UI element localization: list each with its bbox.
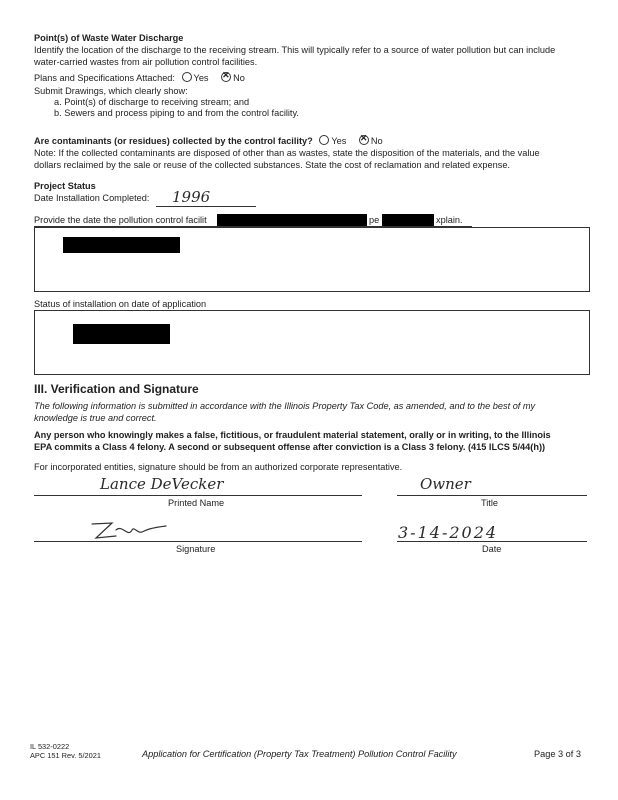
printed-name-value[interactable]: Lance DeVecker bbox=[100, 475, 224, 493]
date-installation-underline bbox=[156, 206, 256, 207]
printed-name-label: Printed Name bbox=[168, 498, 225, 508]
title-value[interactable]: Owner bbox=[420, 475, 471, 493]
footer-page-number: Page 3 of 3 bbox=[534, 749, 581, 759]
signature-date-line bbox=[397, 541, 587, 542]
plans-no-label: No bbox=[233, 73, 245, 83]
footer-form-id: IL 532-0222 bbox=[30, 742, 70, 751]
contaminants-question: Are contaminants (or residues) collected by the control facility? bbox=[34, 136, 313, 146]
plans-yes-radio[interactable] bbox=[182, 72, 192, 82]
signature-label: Signature bbox=[176, 544, 216, 554]
provide-date-part2: pe bbox=[369, 215, 380, 225]
verification-intro-line2: knowledge is true and correct. bbox=[34, 413, 157, 423]
contaminants-yes-radio[interactable] bbox=[319, 135, 329, 145]
plans-attached-row bbox=[34, 72, 245, 85]
felony-warning-line2: EPA commits a Class 4 felony. A second or subsequent offense after conviction is a Class 3 felony. (415 ILCS 5/44(h)) bbox=[34, 442, 546, 452]
discharge-heading: Point(s) of Waste Water Discharge bbox=[34, 33, 184, 43]
date-installation-value[interactable]: 1996 bbox=[172, 188, 211, 206]
submit-drawings-label: Submit Drawings, which clearly show: bbox=[34, 86, 188, 96]
plans-attached-label: Plans and Specifications Attached: bbox=[34, 73, 175, 83]
date-installation-label: Date Installation Completed: bbox=[34, 193, 150, 203]
signature-date-label: Date bbox=[482, 544, 502, 554]
incorporated-note: For incorporated entities, signature should be from an authorized corporate representative. bbox=[34, 462, 403, 472]
verification-intro-line1: The following information is submitted in accordance with the Illinois Property Tax Code, as amended, and to the best of my bbox=[34, 401, 536, 411]
signature-line bbox=[34, 541, 362, 542]
project-status-heading: Project Status bbox=[34, 181, 96, 191]
title-label: Title bbox=[481, 498, 499, 508]
title-line bbox=[397, 495, 587, 496]
redaction-block bbox=[217, 214, 367, 226]
redaction-block bbox=[63, 237, 180, 253]
footer-title: Application for Certification (Property Tax Treatment) Pollution Control Facility bbox=[142, 749, 457, 759]
provide-date-part1: Provide the date the pollution control facilit bbox=[34, 215, 207, 225]
contaminants-no-radio[interactable] bbox=[359, 135, 369, 145]
drawings-item-a: a. Point(s) of discharge to receiving stream; and bbox=[54, 97, 250, 107]
contaminants-note-line1: Note: If the collected contaminants are disposed of other than as wastes, state the disposition of the materials, and the value bbox=[34, 148, 540, 158]
redaction-block bbox=[382, 214, 434, 226]
felony-warning-line1: Any person who knowingly makes a false, fictitious, or fraudulent material statement, orally or in writing, to the Illinois bbox=[34, 430, 551, 440]
contaminants-note-line2: dollars reclaimed by the sale or reuse of the collected substances. State the cost of reclamation and related expense. bbox=[34, 160, 510, 170]
footer-revision: APC 151 Rev. 5/2021 bbox=[30, 751, 101, 760]
status-installation-label: Status of installation on date of application bbox=[34, 299, 207, 309]
drawings-item-b: b. Sewers and process piping to and from the control facility. bbox=[54, 108, 299, 118]
provide-date-part3: xplain. bbox=[436, 215, 463, 225]
verification-heading: III. Verification and Signature bbox=[34, 382, 199, 396]
contaminants-no-label: No bbox=[370, 136, 383, 146]
contaminants-yes-label: Yes bbox=[331, 136, 347, 146]
discharge-desc-line2: water-carried wastes from air pollution control facilities. bbox=[34, 57, 258, 67]
plans-no-radio[interactable] bbox=[221, 72, 231, 82]
printed-name-line bbox=[34, 495, 362, 496]
signature-date-value[interactable]: 3-14-2024 bbox=[398, 523, 499, 542]
contaminants-row bbox=[34, 135, 383, 148]
plans-yes-label: Yes bbox=[193, 73, 209, 83]
discharge-desc-line1: Identify the location of the discharge to the receiving stream. This will typically refer to a source of water pollution but can include bbox=[34, 45, 556, 55]
redaction-block bbox=[73, 324, 170, 344]
